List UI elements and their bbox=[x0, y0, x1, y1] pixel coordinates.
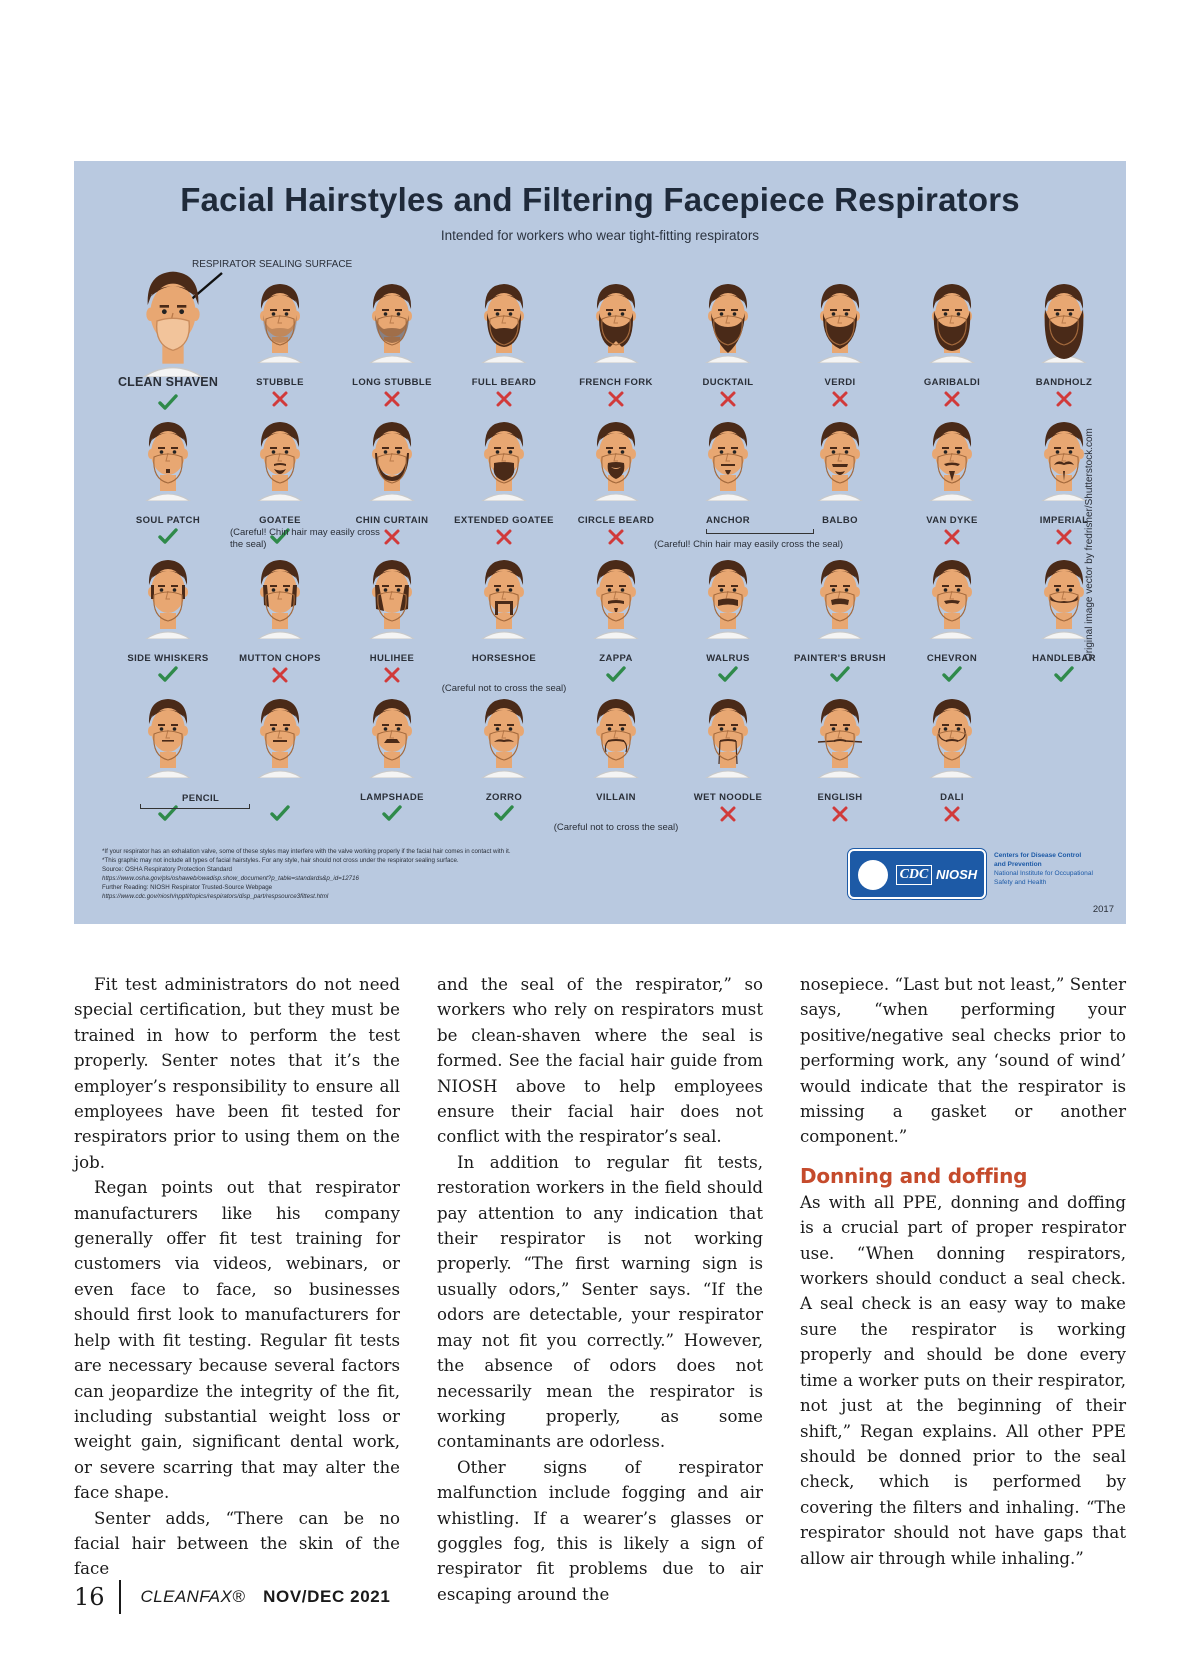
article-column-3 bbox=[800, 972, 1126, 1571]
anchor-balbo-note: (Careful! Chin hair may easily cross the seal) bbox=[654, 539, 844, 550]
article-paragraph: In addition to regular fit tests, restoration workers in the field should pay attention to any indication that their respirator is not working properly. “The first warning sign is usually odors,” Senter says. “If the odors are detectable, your respirator may not fit you correctly.” However, the absence of odors does not necessarily mean the respirator is working properly, as some contaminants are odorless. bbox=[437, 1152, 763, 1452]
face-style-longstubble bbox=[336, 279, 448, 417]
pencil-label: PENCIL bbox=[182, 793, 220, 804]
face-style-name: SIDE WHISKERS bbox=[127, 653, 209, 664]
face-illustration bbox=[922, 279, 982, 363]
face-illustration bbox=[138, 555, 198, 639]
footnote-source: Source: OSHA Respiratory Protection Standard bbox=[102, 866, 233, 873]
cross-icon bbox=[270, 390, 290, 408]
face-style-name: SOUL PATCH bbox=[135, 515, 201, 526]
cross-icon bbox=[718, 390, 738, 408]
face-illustration bbox=[250, 417, 310, 501]
face-style-name: VAN DYKE bbox=[926, 515, 978, 526]
face-illustration bbox=[698, 555, 758, 639]
face-illustration bbox=[810, 555, 870, 639]
face-style-name: ENGLISH bbox=[817, 792, 863, 803]
face-illustration bbox=[810, 279, 870, 363]
face-illustration bbox=[133, 265, 213, 377]
face-style-name: CHIN CURTAIN bbox=[355, 515, 429, 526]
face-style-dali bbox=[896, 694, 1008, 832]
check-icon bbox=[606, 666, 626, 684]
face-illustration bbox=[586, 555, 646, 639]
cross-icon bbox=[942, 805, 962, 823]
cross-icon bbox=[494, 390, 514, 408]
niosh-wordmark: NIOSH bbox=[936, 867, 978, 882]
check-icon bbox=[494, 805, 514, 823]
face-style-horseshoe bbox=[441, 555, 567, 694]
face-illustration bbox=[810, 694, 870, 778]
check-icon bbox=[718, 666, 738, 684]
cross-icon bbox=[942, 528, 962, 546]
face-style-noodle bbox=[672, 694, 784, 832]
infographic-subtitle: Intended for workers who wear tight-fitting respirators bbox=[440, 228, 760, 243]
face-style-pencil2 bbox=[224, 694, 336, 832]
face-illustration bbox=[362, 417, 422, 501]
face-style-name: ZAPPA bbox=[599, 653, 633, 664]
face-style-name: HULIHEE bbox=[369, 653, 415, 664]
face-style-vandyke bbox=[896, 417, 1008, 555]
face-style-balbo bbox=[784, 417, 896, 555]
face-illustration bbox=[362, 555, 422, 639]
cross-icon bbox=[606, 390, 626, 408]
face-style-villain bbox=[553, 694, 679, 833]
article-column-2 bbox=[437, 972, 763, 1607]
face-style-name: LONG STUBBLE bbox=[352, 377, 432, 388]
check-icon bbox=[270, 805, 290, 823]
cross-icon bbox=[830, 390, 850, 408]
face-style-painter bbox=[784, 555, 896, 693]
article-paragraph: Other signs of respirator malfunction include fogging and air whistling. If a wearer’s glasses or goggles fog, this is likely a sign of respirator fit problems due to air escaping around the bbox=[437, 1457, 763, 1604]
sealing-surface-label: RESPIRATOR SEALING SURFACE bbox=[192, 259, 353, 270]
face-style-name: FULL BEARD bbox=[471, 377, 537, 388]
face-style-name: LAMPSHADE bbox=[360, 792, 424, 803]
face-illustration bbox=[698, 694, 758, 778]
cross-icon bbox=[494, 528, 514, 546]
infographic-title: Facial Hairstyles and Filtering Facepiece Respirators bbox=[180, 181, 1020, 218]
cross-icon bbox=[942, 390, 962, 408]
article-paragraph: nosepiece. “Last but not least,” Senter says, “when performing your positive/negative seal checks prior to performing work, any ‘sound of wind’ would indicate that the respirator is missing a gasket or another component.” bbox=[800, 975, 1126, 1147]
face-style-name: BALBO bbox=[822, 515, 858, 526]
magazine-name: CLEANFAX® bbox=[140, 1587, 246, 1606]
infographic-year: 2017 bbox=[1092, 904, 1114, 915]
face-illustration bbox=[474, 555, 534, 639]
face-style-name: ZORRO bbox=[485, 792, 523, 803]
page-footer bbox=[74, 1580, 390, 1614]
face-style-name: GARIBALDI bbox=[923, 377, 981, 388]
article-paragraph: Senter adds, “There can be no facial hair between the skin of the face bbox=[74, 1508, 400, 1579]
face-illustration bbox=[362, 694, 422, 778]
cross-icon bbox=[382, 390, 402, 408]
infographic-footnotes bbox=[102, 847, 722, 901]
face-illustration bbox=[138, 694, 198, 778]
check-icon bbox=[158, 528, 178, 546]
page-number: 16 bbox=[74, 1583, 105, 1611]
facial-hair-infographic bbox=[74, 161, 1126, 924]
article-paragraph: Fit test administrators do not need special certification, but they must be trained in how to perform the test properly. Senter notes that it’s the employer’s responsibility to ensure all employees have been fit tested for respirators prior to using them on the job. bbox=[74, 975, 400, 1172]
cdc-wordmark: CDC bbox=[896, 865, 932, 885]
footnote-link[interactable]: https://www.osha.gov/pls/oshaweb/owadisp.show_document?p_table=standards&p_id=12716 bbox=[102, 875, 359, 882]
face-style-name: CLEAN SHAVEN bbox=[117, 375, 219, 389]
article-paragraph: and the seal of the respirator,” so workers who rely on respirators must be clean-shaven where the seal is formed. See the facial hair guide from NIOSH above to help employees ensure their facial hair does not conflict with the respirator’s seal. bbox=[437, 975, 763, 1147]
cross-icon bbox=[270, 666, 290, 684]
face-style-chincurtain bbox=[336, 417, 448, 555]
face-style-hulihee bbox=[336, 555, 448, 693]
face-style-soulpatch bbox=[112, 417, 224, 555]
face-illustration bbox=[586, 694, 646, 778]
face-style-name: DALI bbox=[940, 792, 964, 803]
face-style-note: (Careful not to cross the seal) bbox=[553, 822, 679, 833]
face-style-mutton bbox=[224, 555, 336, 693]
face-style-name: EXTENDED GOATEE bbox=[454, 515, 554, 526]
article-paragraph: As with all PPE, donning and doffing is a crucial part of proper respirator use. “When donning respirators, workers should conduct a seal check. A seal check is an easy way to make sure the respirator is working properly and should be done every time a worker puts on their respirator, not just at the beginning of their shift,” Regan explains. All other PPE should be donned prior to the seal check, which is performed by covering the filters and inhaling. “The respirator should not have gaps that allow air through while inhaling.” bbox=[800, 1192, 1126, 1568]
face-style-garibaldi bbox=[896, 279, 1008, 417]
face-style-sidewhiskers bbox=[112, 555, 224, 693]
check-icon bbox=[158, 394, 178, 412]
cross-icon bbox=[830, 805, 850, 823]
face-style-english bbox=[784, 694, 896, 832]
face-style-fullbeard bbox=[448, 279, 560, 417]
face-style-goatee bbox=[224, 417, 380, 555]
face-style-ducktail bbox=[672, 279, 784, 417]
face-style-zorro bbox=[448, 694, 560, 832]
check-icon bbox=[830, 666, 850, 684]
face-illustration bbox=[250, 694, 310, 778]
face-style-verdi bbox=[784, 279, 896, 417]
face-illustration bbox=[922, 694, 982, 778]
pencil-bracket bbox=[140, 804, 250, 809]
face-style-name: IMPERIAL bbox=[1039, 515, 1089, 526]
footnote: *This graphic may not include all types of facial hairstyles. For any style, hair should not cross under the respirator sealing surface. bbox=[102, 857, 459, 864]
face-illustration bbox=[698, 417, 758, 501]
issue-date: NOV/DEC 2021 bbox=[263, 1587, 391, 1606]
agency-name: Centers for Disease Control and Prevention National Institute for Occupational Safety and Health bbox=[994, 852, 1093, 886]
face-style-handlebar bbox=[1008, 555, 1120, 693]
cross-icon bbox=[382, 666, 402, 684]
face-style-imperial bbox=[1008, 417, 1120, 555]
face-illustration bbox=[922, 417, 982, 501]
face-illustration bbox=[138, 417, 198, 501]
cdc-niosh-logo bbox=[848, 849, 986, 899]
cross-icon bbox=[382, 528, 402, 546]
face-illustration bbox=[586, 417, 646, 501]
face-style-note: (Careful not to cross the seal) bbox=[441, 683, 567, 694]
face-style-name: VILLAIN bbox=[596, 792, 636, 803]
check-icon bbox=[382, 805, 402, 823]
check-icon bbox=[1054, 666, 1074, 684]
face-illustration bbox=[922, 555, 982, 639]
face-style-name: WALRUS bbox=[706, 653, 750, 664]
face-style-name: DUCKTAIL bbox=[702, 377, 754, 388]
face-style-name: STUBBLE bbox=[256, 377, 304, 388]
face-illustration bbox=[810, 417, 870, 501]
anchor-balbo-bracket bbox=[706, 529, 814, 534]
face-style-note: (Careful! Chin hair may easily cross the seal) bbox=[230, 527, 380, 550]
cross-icon bbox=[1054, 528, 1074, 546]
face-style-walrus bbox=[672, 555, 784, 693]
cross-icon bbox=[606, 528, 626, 546]
face-illustration bbox=[474, 694, 534, 778]
face-style-extgoatee bbox=[448, 417, 560, 555]
face-style-name: HORSESHOE bbox=[471, 653, 537, 664]
face-style-name: CIRCLE BEARD bbox=[577, 515, 655, 526]
article-paragraph: Regan points out that respirator manufacturers like his company generally offer fit test training for customers via videos, webinars, or even face to face, so businesses should first look to manufacturers for help with fit testing. Regular fit tests are necessary because several factors can jeopardize the integrity of the fit, including substantial weight loss or weight gain, significant dental work, or severe scarring that may alter the face shape. bbox=[74, 1178, 400, 1503]
footer-divider bbox=[119, 1580, 121, 1614]
face-style-name: MUTTON CHOPS bbox=[239, 653, 321, 664]
hhs-eagle-icon bbox=[858, 860, 888, 890]
face-style-name: ANCHOR bbox=[705, 515, 751, 526]
face-illustration bbox=[250, 279, 310, 363]
face-style-stubble bbox=[224, 279, 336, 417]
footnote: *If your respirator has an exhalation valve, some of these styles may interfere with the valve working properly if the facial hair comes in contact with it. bbox=[102, 848, 511, 855]
face-illustration bbox=[474, 417, 534, 501]
section-heading: Donning and doffing bbox=[800, 1163, 1028, 1188]
face-style-name: GOATEE bbox=[259, 515, 301, 526]
face-illustration bbox=[362, 279, 422, 363]
face-style-fork bbox=[560, 279, 672, 417]
face-illustration bbox=[586, 279, 646, 363]
footnote-link[interactable]: https://www.cdc.gov/niosh/npptl/topics/respirators/disp_part/respsource3fittest.html bbox=[102, 893, 329, 900]
face-illustration bbox=[474, 279, 534, 363]
cross-icon bbox=[718, 805, 738, 823]
face-style-circle bbox=[560, 417, 672, 555]
face-illustration bbox=[250, 555, 310, 639]
cross-icon bbox=[1054, 390, 1074, 408]
face-style-name: HANDLEBAR bbox=[1032, 653, 1096, 664]
face-style-name: VERDI bbox=[824, 377, 856, 388]
face-style-lampshade bbox=[336, 694, 448, 832]
footnote-reading: Further Reading: NIOSH Respirator Trusted-Source Webpage bbox=[102, 884, 273, 891]
face-style-zappa bbox=[560, 555, 672, 693]
face-style-name: FRENCH FORK bbox=[579, 377, 653, 388]
face-style-name: CHEVRON bbox=[926, 653, 978, 664]
face-style-name: PAINTER'S BRUSH bbox=[793, 653, 886, 664]
article-column-1 bbox=[74, 972, 400, 1582]
face-style-anchor bbox=[672, 417, 784, 555]
check-icon bbox=[158, 666, 178, 684]
image-credit: Original image vector by fredrisher/Shutterstock.com bbox=[1084, 428, 1095, 661]
face-style-clean bbox=[112, 279, 224, 417]
face-style-pencil bbox=[112, 694, 224, 832]
check-icon bbox=[942, 666, 962, 684]
face-style-name: WET NOODLE bbox=[693, 792, 763, 803]
face-style-name: BANDHOLZ bbox=[1035, 377, 1093, 388]
face-style-bandholz bbox=[1008, 279, 1120, 417]
face-style-chevron bbox=[896, 555, 1008, 693]
face-illustration bbox=[698, 279, 758, 363]
